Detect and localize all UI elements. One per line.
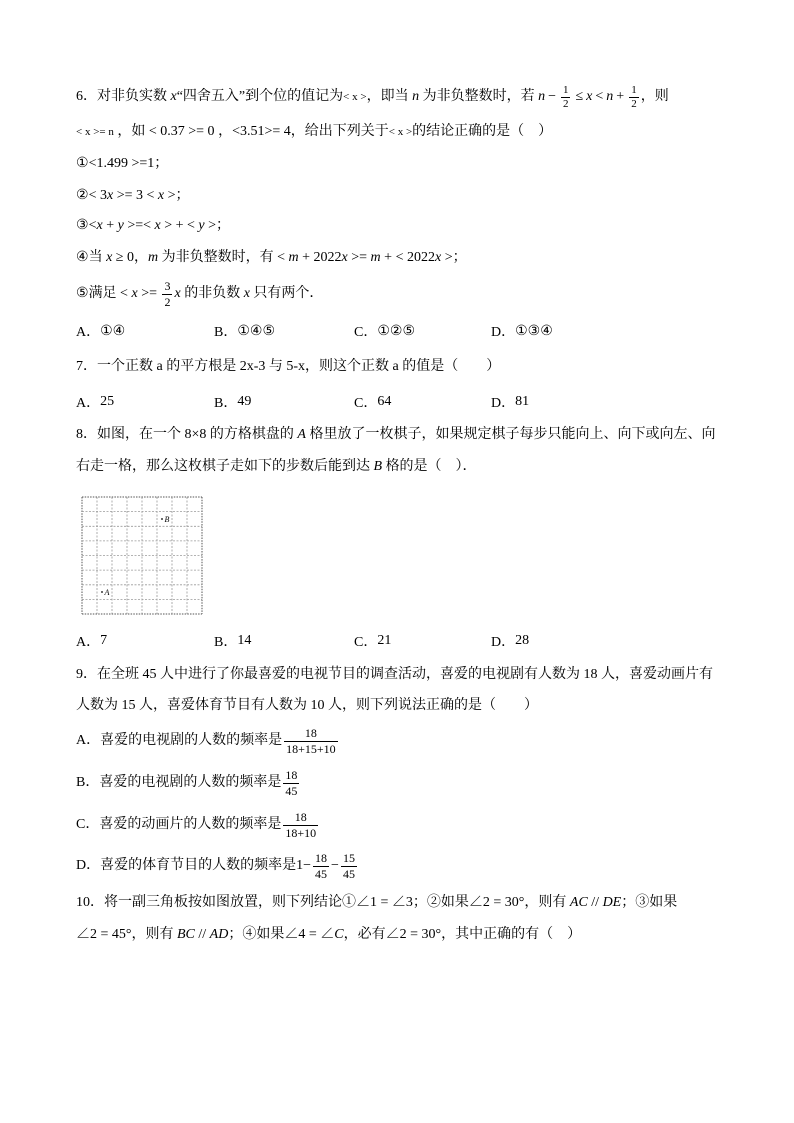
option-text: 64 (377, 394, 392, 409)
math-variable: y (117, 218, 124, 233)
math-variable: x (131, 286, 138, 301)
q6-stem-line-1 (76, 82, 669, 112)
option-text: C．喜爱的动画片的人数的频率是 (76, 817, 282, 832)
q9-stem-line-2 (76, 691, 538, 721)
text-segment: // (587, 895, 603, 910)
text-segment: ， (214, 124, 233, 139)
option-text: 49 (237, 394, 252, 409)
fraction-denominator: 45 (285, 783, 298, 798)
text-segment: 格里放了一枚棋子，如果规定棋子每步只能向上、向下或向左、向 (305, 427, 716, 442)
fraction-denominator: 45 (342, 866, 355, 881)
q9-answer-option-b (76, 768, 301, 798)
text-segment: ，给出下列关于 (290, 124, 389, 139)
operator: ≤ (575, 89, 584, 104)
text-segment: ，则 (640, 89, 669, 104)
q6-statement-5 (76, 279, 323, 309)
q9-stem-line-1 (76, 660, 713, 690)
math-expression: >=< (123, 218, 155, 233)
q6-statement-4 (76, 243, 467, 273)
text-segment: 人数为 15 人，喜爱体育节目有人数为 10 人，则下列说法正确的是（ ） (76, 698, 538, 713)
fraction-numerator: 18 (304, 725, 317, 740)
option-letter: A． (76, 635, 101, 650)
text-segment: “四舍五入”到个位的值记为 (176, 89, 344, 104)
math-variable: AC (569, 895, 588, 910)
option-letter: D． (491, 635, 516, 650)
math-expression: < (88, 218, 97, 233)
option-letter: A． (76, 325, 101, 340)
q10-stem-line-1 (76, 888, 677, 918)
option-text: 14 (237, 633, 252, 648)
fraction-numerator: 18 (294, 809, 307, 824)
math-variable: x (170, 89, 177, 104)
option-letter: D． (491, 325, 516, 340)
fraction (629, 85, 639, 110)
fraction-numerator: 1 (562, 83, 569, 96)
text-segment: 10．将一副三角板按如图放置，则下列结论①∠1 = ∠3；②如果∠2 = 30°，则有 (76, 895, 570, 910)
fraction (283, 811, 318, 840)
text-segment: ；③如果 (621, 895, 678, 910)
cell-label-b: B (164, 514, 170, 524)
math-expression: >= (137, 286, 161, 301)
math-expression: >= 3 < (113, 188, 158, 203)
text-segment: 为非负整数时，若 (419, 89, 539, 104)
option-text: 21 (377, 633, 392, 648)
math-expression: 1− (296, 858, 312, 873)
text-segment: 的结论正确的是（ ） (412, 124, 553, 139)
math-expression: >= (347, 250, 371, 265)
option-text: 81 (515, 394, 530, 409)
text-segment: ，即当 (366, 89, 413, 104)
text-segment: 8．如图，在一个 8×8 的方格棋盘的 (76, 427, 298, 442)
statement-number: ① (76, 156, 89, 171)
q6-statement-2 (76, 181, 190, 211)
option-letter: C． (354, 325, 378, 340)
statement-number: ⑤ (76, 286, 89, 301)
answer-option-d (491, 321, 553, 341)
option-text: A．喜爱的电视剧的人数的频率是 (76, 733, 283, 748)
option-letter: D． (491, 396, 516, 411)
fraction-denominator: 2 (631, 97, 637, 110)
text-segment: ； (175, 188, 190, 203)
option-letter: C． (354, 396, 378, 411)
operator: − (331, 858, 339, 873)
text-segment: 为非负整数时，有 < (158, 250, 289, 265)
text-segment: ； (216, 218, 231, 233)
math-expression: <1.499 >=1 (88, 156, 155, 171)
statement-number: ④ (76, 250, 89, 265)
fraction (162, 280, 172, 309)
fraction-numerator: 18 (285, 767, 298, 782)
rounding-notation: < x >= n (76, 126, 114, 138)
option-text: ①④ (100, 323, 126, 339)
math-variable: x (106, 250, 113, 265)
option-letter: B． (214, 635, 238, 650)
math-expression: <3.51>= 4 (232, 124, 291, 139)
option-text: ①③④ (515, 323, 553, 339)
q9-answer-option-d (76, 851, 359, 881)
text-segment: // (194, 927, 210, 942)
text-segment: 满足 < (88, 286, 132, 301)
text-segment: ，必有∠2 = 30°，其中正确的有（ ） (343, 927, 582, 942)
q8-stem-line-2 (76, 452, 477, 482)
math-expression: + (102, 218, 118, 233)
text-segment: 9．在全班 45 人中进行了你最喜爱的电视节目的调查活动，喜爱的电视剧有人数为 18 人，喜爱动画片有 (76, 667, 713, 682)
text-segment: 7．一个正数 a 的平方根是 2x-3 与 5-x，则这个正数 a 的值是（ ） (76, 359, 501, 374)
text-segment: ∠2 = 45°，则有 (76, 927, 177, 942)
q6-stem-line-2 (76, 117, 552, 147)
math-expression: < 3 (88, 188, 107, 203)
cell-a-dot (101, 591, 103, 593)
math-expression: < 0.37 >= 0 (148, 124, 215, 139)
option-text: ①②⑤ (377, 323, 415, 339)
fraction-numerator: 15 (342, 850, 355, 865)
operator: < (595, 89, 604, 104)
option-letter: B． (214, 396, 238, 411)
q9-answer-option-c (76, 810, 320, 840)
grid-lines (82, 497, 202, 614)
fraction-denominator: 2 (164, 294, 171, 309)
math-variable: x (586, 89, 593, 104)
answer-option-b (214, 392, 251, 412)
option-text: 28 (515, 633, 530, 648)
math-variable: m (370, 250, 381, 265)
operator: + (616, 89, 625, 104)
math-variable: x (96, 218, 103, 233)
fraction (341, 852, 357, 881)
fraction-denominator: 45 (315, 866, 328, 881)
answer-option-d (491, 392, 529, 412)
q9-answer-option-a (76, 726, 340, 756)
math-variable: AD (209, 927, 229, 942)
math-expression: > + < (160, 218, 199, 233)
math-variable: B (373, 459, 383, 474)
option-text: ①④⑤ (237, 323, 275, 339)
option-letter: B． (214, 325, 238, 340)
rounding-notation: < x > (388, 126, 413, 138)
math-variable: x (434, 250, 442, 265)
answer-option-c (354, 392, 391, 412)
answer-option-a (76, 321, 125, 341)
math-variable: x (106, 188, 114, 203)
q8-stem-line-1 (76, 420, 715, 450)
fraction (283, 769, 299, 798)
fraction (313, 852, 329, 881)
math-expression: + < 2022 (380, 250, 435, 265)
math-variable: x (243, 286, 250, 301)
math-variable: y (198, 218, 205, 233)
fraction-denominator: 18+15+10 (286, 741, 336, 756)
q7-answer-options (76, 392, 636, 412)
math-variable: A (297, 427, 306, 442)
math-expression: > (204, 218, 217, 233)
answer-option-c (354, 321, 415, 341)
math-expression: >； (441, 250, 467, 265)
math-variable: m (147, 250, 159, 265)
statement-number: ② (76, 188, 89, 203)
option-text: D．喜爱的体育节目的人数的频率是 (76, 858, 297, 873)
math-variable: x (341, 250, 348, 265)
text-segment: ≥ 0， (112, 250, 148, 265)
chessboard-figure (81, 496, 203, 615)
fraction-numerator: 18 (315, 850, 328, 865)
statement-number: ③ (76, 218, 89, 233)
rounding-notation: < x > (343, 91, 367, 103)
option-letter: A． (76, 396, 101, 411)
option-letter: C． (354, 635, 378, 650)
answer-option-c (354, 631, 391, 651)
math-variable: DE (602, 895, 622, 910)
text-segment: 右走一格，那么这枚棋子走如下的步数后能到达 (76, 459, 374, 474)
text-segment: ； (154, 156, 169, 171)
math-variable: x (174, 286, 181, 301)
math-variable: m (288, 250, 299, 265)
q10-stem-line-2 (76, 920, 581, 950)
fraction-numerator: 3 (164, 278, 171, 293)
answer-option-b (214, 631, 251, 651)
fraction-denominator: 2 (562, 97, 569, 110)
math-expression: + 2022 (298, 250, 342, 265)
answer-option-b (214, 321, 275, 341)
fraction-numerator: 1 (631, 83, 637, 96)
q6-statement-3 (76, 211, 230, 241)
math-variable: n (606, 89, 614, 104)
q6-answer-options (76, 321, 636, 341)
text-segment: ，如 (113, 124, 149, 139)
fraction-denominator: 18+10 (285, 825, 317, 840)
operator: − (548, 89, 556, 104)
math-variable: n (412, 89, 420, 104)
text-segment: ；④如果∠4 = ∠ (228, 927, 335, 942)
text-segment: 只有两个． (249, 286, 324, 301)
text-segment: 的非负数 (180, 286, 244, 301)
answer-option-d (491, 631, 529, 651)
option-text: 7 (100, 633, 108, 648)
answer-option-a (76, 631, 107, 651)
q7-stem (76, 352, 500, 382)
math-variable: BC (177, 927, 195, 942)
fraction (561, 85, 571, 110)
cell-label-a: A (104, 587, 110, 597)
q8-answer-options (76, 631, 636, 651)
cell-b-dot (161, 518, 163, 520)
math-variable: x (157, 188, 165, 203)
answer-option-a (76, 392, 114, 412)
math-variable: C (334, 927, 344, 942)
math-variable: x (154, 218, 161, 233)
option-text: 25 (100, 394, 115, 409)
math-expression: > (164, 188, 176, 203)
text-segment: 格的是（ ）． (382, 459, 477, 474)
math-variable: n (538, 89, 546, 104)
text-segment: 当 (88, 250, 107, 265)
text-segment: 6．对非负实数 (76, 89, 171, 104)
q6-statement-1 (76, 149, 168, 179)
option-text: B．喜爱的电视剧的人数的频率是 (76, 775, 282, 790)
fraction (284, 727, 338, 756)
